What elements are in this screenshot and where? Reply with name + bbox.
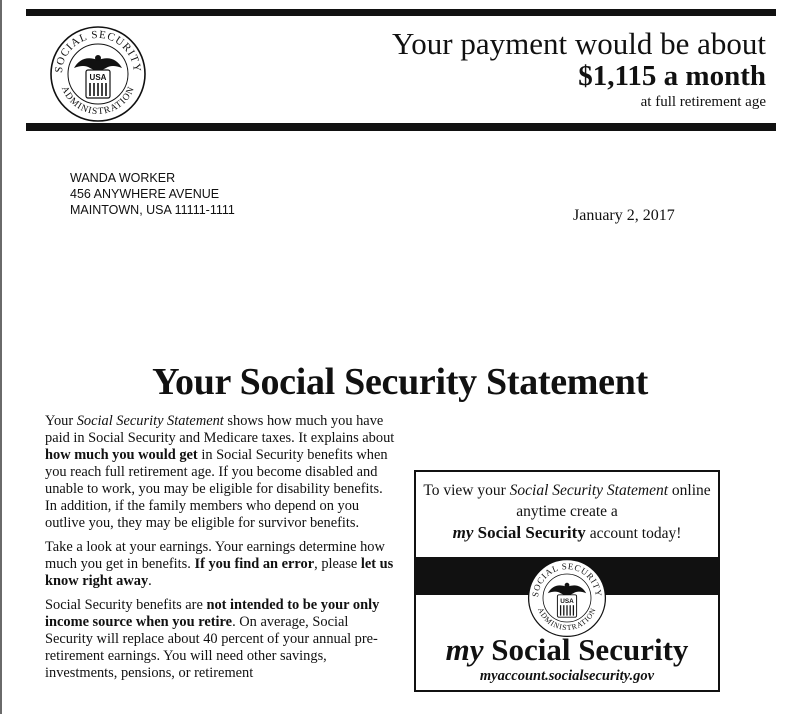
statement-title: Your Social Security Statement xyxy=(152,361,648,403)
paragraph-intro: Your Social Security Statement shows how much you have paid in Social Security and Medicare taxes. It explains about how much you would get in Social Security benefits when you reach full retirement age. If you become disabled and unable to work, you may be eligible for disability benefits. In addition, if the family members who depend on you outlive you, they may be eligible for survivor benefits. xyxy=(45,413,395,531)
seal-ring-bottom-text: ADMINISTRATION xyxy=(58,84,138,118)
paragraph-earnings: Take a look at your earnings. Your earnings determine how much you get in benefits. If you find an error, please let us know right away. xyxy=(45,539,394,589)
statement-body xyxy=(45,413,395,689)
recipient-city: MAINTOWN, USA 11111-1111 xyxy=(70,203,235,217)
page-left-edge xyxy=(0,0,2,714)
paragraph-benefits: Social Security benefits are not intended to be your only income source when you retire. On average, Social Security will replace about 40 percent of your annual pre-retirement earnings. You will need other savings, investments, pensions, or retirement xyxy=(45,597,380,681)
header-top-rule xyxy=(26,9,776,16)
promo-text: To view your Social Security Statement online anytime create a my Social Security account today! xyxy=(423,482,711,542)
header-bottom-rule xyxy=(26,123,776,131)
recipient-name: WANDA WORKER xyxy=(70,171,176,185)
payment-note: at full retirement age xyxy=(640,94,766,110)
seal-ring-top-text: SOCIAL SECURITY xyxy=(52,28,144,74)
recipient-address xyxy=(70,170,235,218)
payment-amount: $1,115 a month xyxy=(578,60,766,92)
promo-seal-shield-text: USA xyxy=(560,597,574,605)
promo-seal-ring-bottom-text: ADMINISTRATION xyxy=(536,606,598,633)
promo-url-link[interactable]: myaccount.socialsecurity.gov xyxy=(479,668,655,684)
promo-ssa-seal-logo xyxy=(527,558,607,643)
payment-estimate xyxy=(392,28,766,110)
ssa-seal-logo xyxy=(48,24,148,124)
promo-seal-ring-top-text: SOCIAL SECURITY xyxy=(530,561,604,598)
recipient-street: 456 ANYWHERE AVENUE xyxy=(70,187,220,201)
statement-date: January 2, 2017 xyxy=(573,207,675,224)
my-social-security-wordmark: my Social Security xyxy=(445,632,689,667)
my-social-security-promo-box xyxy=(414,470,720,692)
payment-intro: Your payment would be about xyxy=(392,26,766,61)
seal-shield-text: USA xyxy=(89,73,107,82)
